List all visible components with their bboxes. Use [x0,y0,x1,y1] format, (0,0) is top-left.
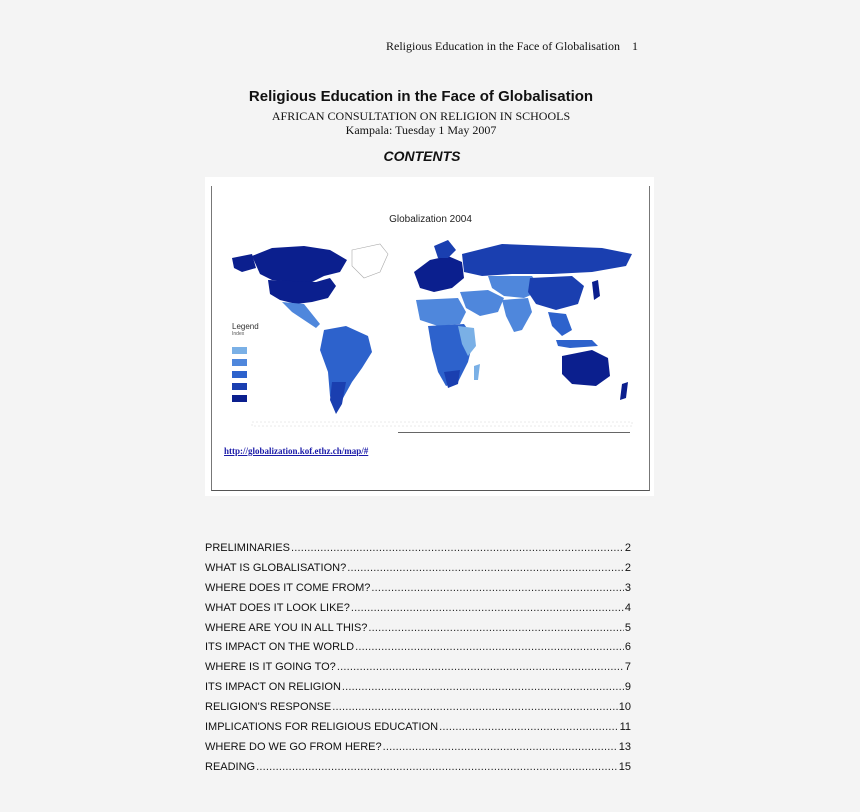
legend-swatch [232,359,247,366]
map-region-mexico [282,302,320,328]
legend-swatch [232,371,247,378]
running-header [386,39,638,54]
map-region-antarctica [252,422,632,426]
toc-entry-label: PRELIMINARIES [205,542,290,554]
map-region-usa [268,278,336,304]
toc-entry-label: WHERE DOES IT COME FROM? [205,581,371,594]
toc-leader-dots [368,619,623,639]
world-map-image [212,186,649,490]
legend-subtitle: Index [232,331,245,337]
toc-entry-label: ITS IMPACT ON THE WORLD [205,641,355,654]
toc-entry-page-number: 2 [624,561,631,574]
toc-entry[interactable] [205,698,631,718]
document-subtitle-consultation: AFRICAN CONSULTATION ON RELIGION IN SCHOOLS [271,109,571,123]
toc-leader-dots [347,559,624,579]
toc-entry[interactable] [205,658,631,678]
map-region-new-zealand [620,382,628,400]
toc-entry-page-number: 11 [619,721,631,734]
document-subtitle-date: Kampala: Tuesday 1 May 2007 [345,123,497,137]
contents-heading: CONTENTS [383,148,461,164]
toc-entry-label: WHERE IS IT GOING TO? [205,661,336,674]
toc-entry-page-number: 3 [624,581,631,594]
toc-entry[interactable] [205,758,631,778]
map-region-japan [592,280,600,300]
map-region-middle-east [460,290,504,316]
toc-entry-page-number: 9 [624,681,631,694]
map-region-south-america [320,326,372,412]
toc-entry[interactable] [205,738,631,758]
toc-leader-dots [332,698,618,718]
toc-entry[interactable] [205,678,631,698]
toc-entry-label: WHAT IS GLOBALISATION? [205,561,347,574]
legend-swatch [232,395,247,402]
toc-entry-page-number: 7 [624,661,631,674]
toc-entry-label: WHERE DO WE GO FROM HERE? [205,740,382,753]
globalization-map-figure [205,177,654,496]
legend-swatch [232,383,247,390]
map-frame [211,186,650,491]
toc-entry[interactable] [205,619,631,639]
map-region-africa-north [416,298,466,326]
toc-leader-dots [371,579,623,599]
map-region-alaska [232,254,256,272]
toc-entry[interactable] [205,599,631,619]
map-region-canada [252,246,347,282]
toc-entry[interactable] [205,579,631,599]
toc-entry-label: IMPLICATIONS FOR RELIGIOUS EDUCATION [205,721,439,734]
toc-leader-dots [337,658,624,678]
map-title: Globalization 2004 [389,214,472,225]
legend-title: Legend [232,322,259,331]
map-region-southeast-asia [548,312,572,336]
map-region-europe [414,256,464,292]
map-region-india [502,298,532,332]
legend-swatch [232,347,247,354]
toc-entry-page-number: 2 [624,542,631,554]
table-of-contents [205,539,631,778]
map-region-madagascar [474,364,480,380]
toc-entry[interactable] [205,539,631,559]
toc-leader-dots [342,678,624,698]
toc-leader-dots [351,599,624,619]
toc-entry-label: RELIGION'S RESPONSE [205,701,332,714]
toc-entry-label: ITS IMPACT ON RELIGION [205,681,341,694]
toc-entry-label: WHAT DOES IT LOOK LIKE? [205,601,350,614]
running-header-title: Religious Education in the Face of Globalisation [386,39,620,53]
map-region-australia [562,350,610,386]
toc-entry-page-number: 13 [618,740,631,753]
map-region-scandinavia [434,240,456,258]
toc-entry-label: WHERE ARE YOU IN ALL THIS? [205,621,368,634]
document-title: Religious Education in the Face of Globalisation [248,88,594,105]
map-region-argentina [330,382,346,414]
toc-entry[interactable] [205,638,631,658]
map-region-russia [462,244,632,276]
toc-entry-page-number: 5 [624,621,631,634]
toc-entry[interactable] [205,718,631,738]
map-baseline-rule [398,432,630,433]
toc-entry-label: READING [205,760,256,773]
toc-entry-page-number: 10 [618,701,631,714]
toc-entry[interactable] [205,559,631,579]
map-region-china [528,276,584,310]
toc-leader-dots [383,738,618,758]
toc-leader-dots [256,758,618,778]
toc-leader-dots [439,718,619,738]
page-number: 1 [631,39,638,53]
map-region-indonesia [556,340,598,348]
toc-entry-page-number: 15 [618,760,631,773]
toc-entry-page-number: 4 [624,601,631,614]
toc-leader-dots [291,539,624,559]
toc-entry-page-number: 6 [624,641,631,654]
source-link[interactable]: http://globalization.kof.ethz.ch/map/# [224,446,369,456]
map-region-greenland [352,244,388,278]
toc-leader-dots [355,638,624,658]
